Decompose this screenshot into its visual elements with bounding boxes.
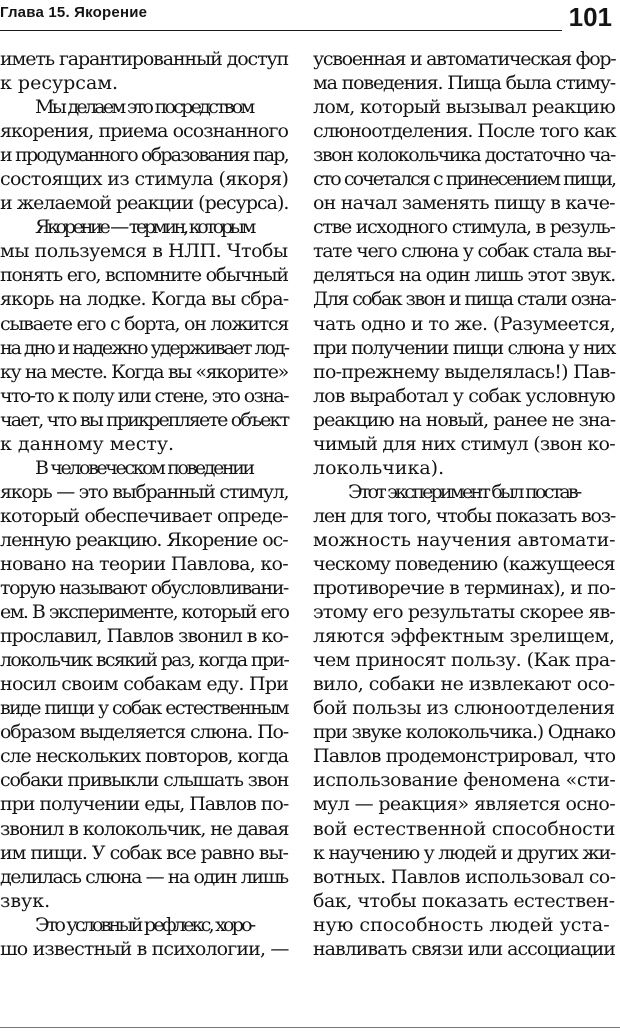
text-line: этому его результаты скорее яв- bbox=[313, 601, 615, 624]
text-line: чает, что вы прикрепляете объект bbox=[0, 408, 289, 431]
text-line: сываете его с борта, он ложится bbox=[0, 312, 289, 335]
text-line: чем приносят пользу. (Как пра- bbox=[313, 649, 616, 672]
text-line: ленную реакцию. Якорение ос- bbox=[0, 528, 288, 551]
text-line: торую называют обусловливани- bbox=[0, 577, 288, 600]
text-line: звук. bbox=[0, 889, 51, 912]
text-column-left bbox=[0, 47, 288, 961]
text-line: что-то к полу или стене, это озна- bbox=[0, 384, 288, 407]
text-line: вотных. Павлов использовал со- bbox=[313, 865, 616, 888]
text-line: при получении еды, Павлов по- bbox=[0, 793, 289, 816]
paragraph bbox=[0, 95, 288, 215]
text-line: усвоенная и автоматическая фор- bbox=[313, 48, 616, 70]
text-line: образом выделяется слюна. По- bbox=[0, 721, 288, 744]
text-line: при звуке колокольчика.) Однако bbox=[313, 721, 615, 744]
text-line: и продуманного образования пар, bbox=[0, 144, 288, 167]
text-line: ную способность людей уста- bbox=[313, 913, 610, 936]
text-line: шо известный в психологии, — bbox=[0, 937, 289, 960]
text-line: собаки привыкли слышать звон bbox=[0, 769, 289, 792]
text-line: прославил, Павлов звонил в ко- bbox=[0, 625, 289, 648]
text-line: чать одно и то же. (Разумеется, bbox=[313, 312, 616, 335]
header-rule bbox=[0, 30, 562, 31]
text-line: к ресурсам. bbox=[0, 72, 119, 95]
text-line: стве исходного стимула, в резуль- bbox=[313, 216, 615, 239]
text-line: бак, чтобы показать естествен- bbox=[313, 889, 615, 912]
text-column-right bbox=[313, 47, 615, 961]
text-line: ку на месте. Когда вы «якорите» bbox=[0, 360, 288, 383]
running-head: Глава 15. Якорение bbox=[0, 4, 148, 21]
text-line: по-прежнему выделялась!) Пав- bbox=[313, 360, 616, 383]
text-line: к данному месту. bbox=[0, 432, 175, 455]
text-line: звонил в колокольчик, не давая bbox=[0, 817, 289, 840]
text-line: деляться на один лишь этот звук. bbox=[313, 264, 616, 287]
text-line: бой пользы из слюноотделения bbox=[313, 697, 615, 720]
text-line: носил своим собакам еду. При bbox=[0, 673, 289, 696]
paragraph bbox=[0, 913, 288, 961]
text-line: можность научения автомати- bbox=[313, 528, 616, 551]
paragraph bbox=[313, 480, 615, 961]
text-line: виде пищи у собак естественным bbox=[0, 697, 288, 720]
text-line: локольчика). bbox=[313, 456, 445, 479]
text-line: звон колокольчика достаточно ча- bbox=[313, 144, 615, 167]
text-line: использование феномена «сти- bbox=[313, 769, 616, 792]
text-line: Мы делаем это посредством bbox=[35, 96, 253, 119]
text-line: локольчик всякий раз, когда при- bbox=[0, 649, 289, 672]
text-line: чимый для них стимул (звон ко- bbox=[313, 432, 615, 455]
text-line: мы пользуемся в НЛП. Чтобы bbox=[0, 240, 288, 263]
paragraph bbox=[0, 456, 288, 913]
text-line: лом, который вызывал реакцию bbox=[313, 96, 616, 119]
text-line: Павлов продемонстрировал, что bbox=[313, 745, 616, 768]
text-line: реакцию на новый, ранее не зна- bbox=[313, 408, 616, 431]
text-line: понять его, вспомните обычный bbox=[0, 264, 288, 287]
text-line: им пищи. У собак все равно вы- bbox=[0, 841, 288, 864]
text-line: сле нескольких повторов, когда bbox=[0, 745, 288, 768]
text-line: при получении пищи слюна у них bbox=[313, 336, 615, 359]
paragraph bbox=[0, 47, 288, 95]
text-line: вило, собаки не извлекают осо- bbox=[313, 673, 615, 696]
text-line: Этот эксперимент был постав- bbox=[348, 480, 580, 503]
paragraph bbox=[313, 47, 615, 480]
text-line: якорь на лодке. Когда вы сбра- bbox=[0, 288, 289, 311]
text-line: лен для того, чтобы показать воз- bbox=[313, 504, 616, 527]
text-line: к научению у людей и других жи- bbox=[313, 841, 615, 864]
text-line: делилась слюна — на один лишь bbox=[0, 865, 288, 888]
paragraph bbox=[0, 215, 288, 455]
text-line: лов выработал у собак условную bbox=[313, 384, 615, 407]
text-line: слюноотделения. После того как bbox=[313, 120, 616, 143]
text-line: Это условный рефлекс, хоро- bbox=[35, 913, 254, 936]
text-line: и желаемой реакции (ресурса). bbox=[0, 192, 289, 215]
text-line: якорь — это выбранный стимул, bbox=[0, 480, 289, 503]
text-line: навливать связи или ассоциации bbox=[313, 937, 615, 960]
text-line: ческому поведению (кажущееся bbox=[313, 552, 615, 575]
text-line: В человеческом поведении bbox=[35, 456, 253, 479]
text-line: он начал заменять пищу в каче- bbox=[313, 192, 615, 215]
text-line: иметь гарантированный доступ bbox=[0, 48, 289, 70]
text-line: противоречие в терминах), и по- bbox=[313, 577, 616, 600]
text-line: новано на теории Павлова, ко- bbox=[0, 552, 288, 575]
text-line: который обеспечивает опреде- bbox=[0, 504, 288, 527]
text-line: Якорение — термин, которым bbox=[35, 216, 254, 239]
page-number: 101 bbox=[568, 2, 612, 32]
text-line: состоящих из стимула (якоря) bbox=[0, 168, 289, 191]
text-line: на дно и надежно удерживает лод- bbox=[0, 336, 289, 359]
text-line: тате чего слюна у собак стала вы- bbox=[313, 240, 616, 263]
text-line: якорения, приема осознанного bbox=[0, 120, 289, 143]
text-line: мул — реакция» является осно- bbox=[313, 793, 616, 816]
footer-rule bbox=[0, 1027, 620, 1028]
text-line: ма поведения. Пища была стиму- bbox=[313, 72, 615, 95]
text-line: ляются эффектным зрелищем, bbox=[313, 625, 615, 648]
text-line: Для собак звон и пища стали озна- bbox=[313, 288, 616, 311]
text-line: ем. В эксперименте, который его bbox=[0, 601, 289, 624]
text-line: сто сочетался с принесением пищи, bbox=[313, 168, 616, 191]
text-line: вой естественной способности bbox=[313, 817, 616, 840]
